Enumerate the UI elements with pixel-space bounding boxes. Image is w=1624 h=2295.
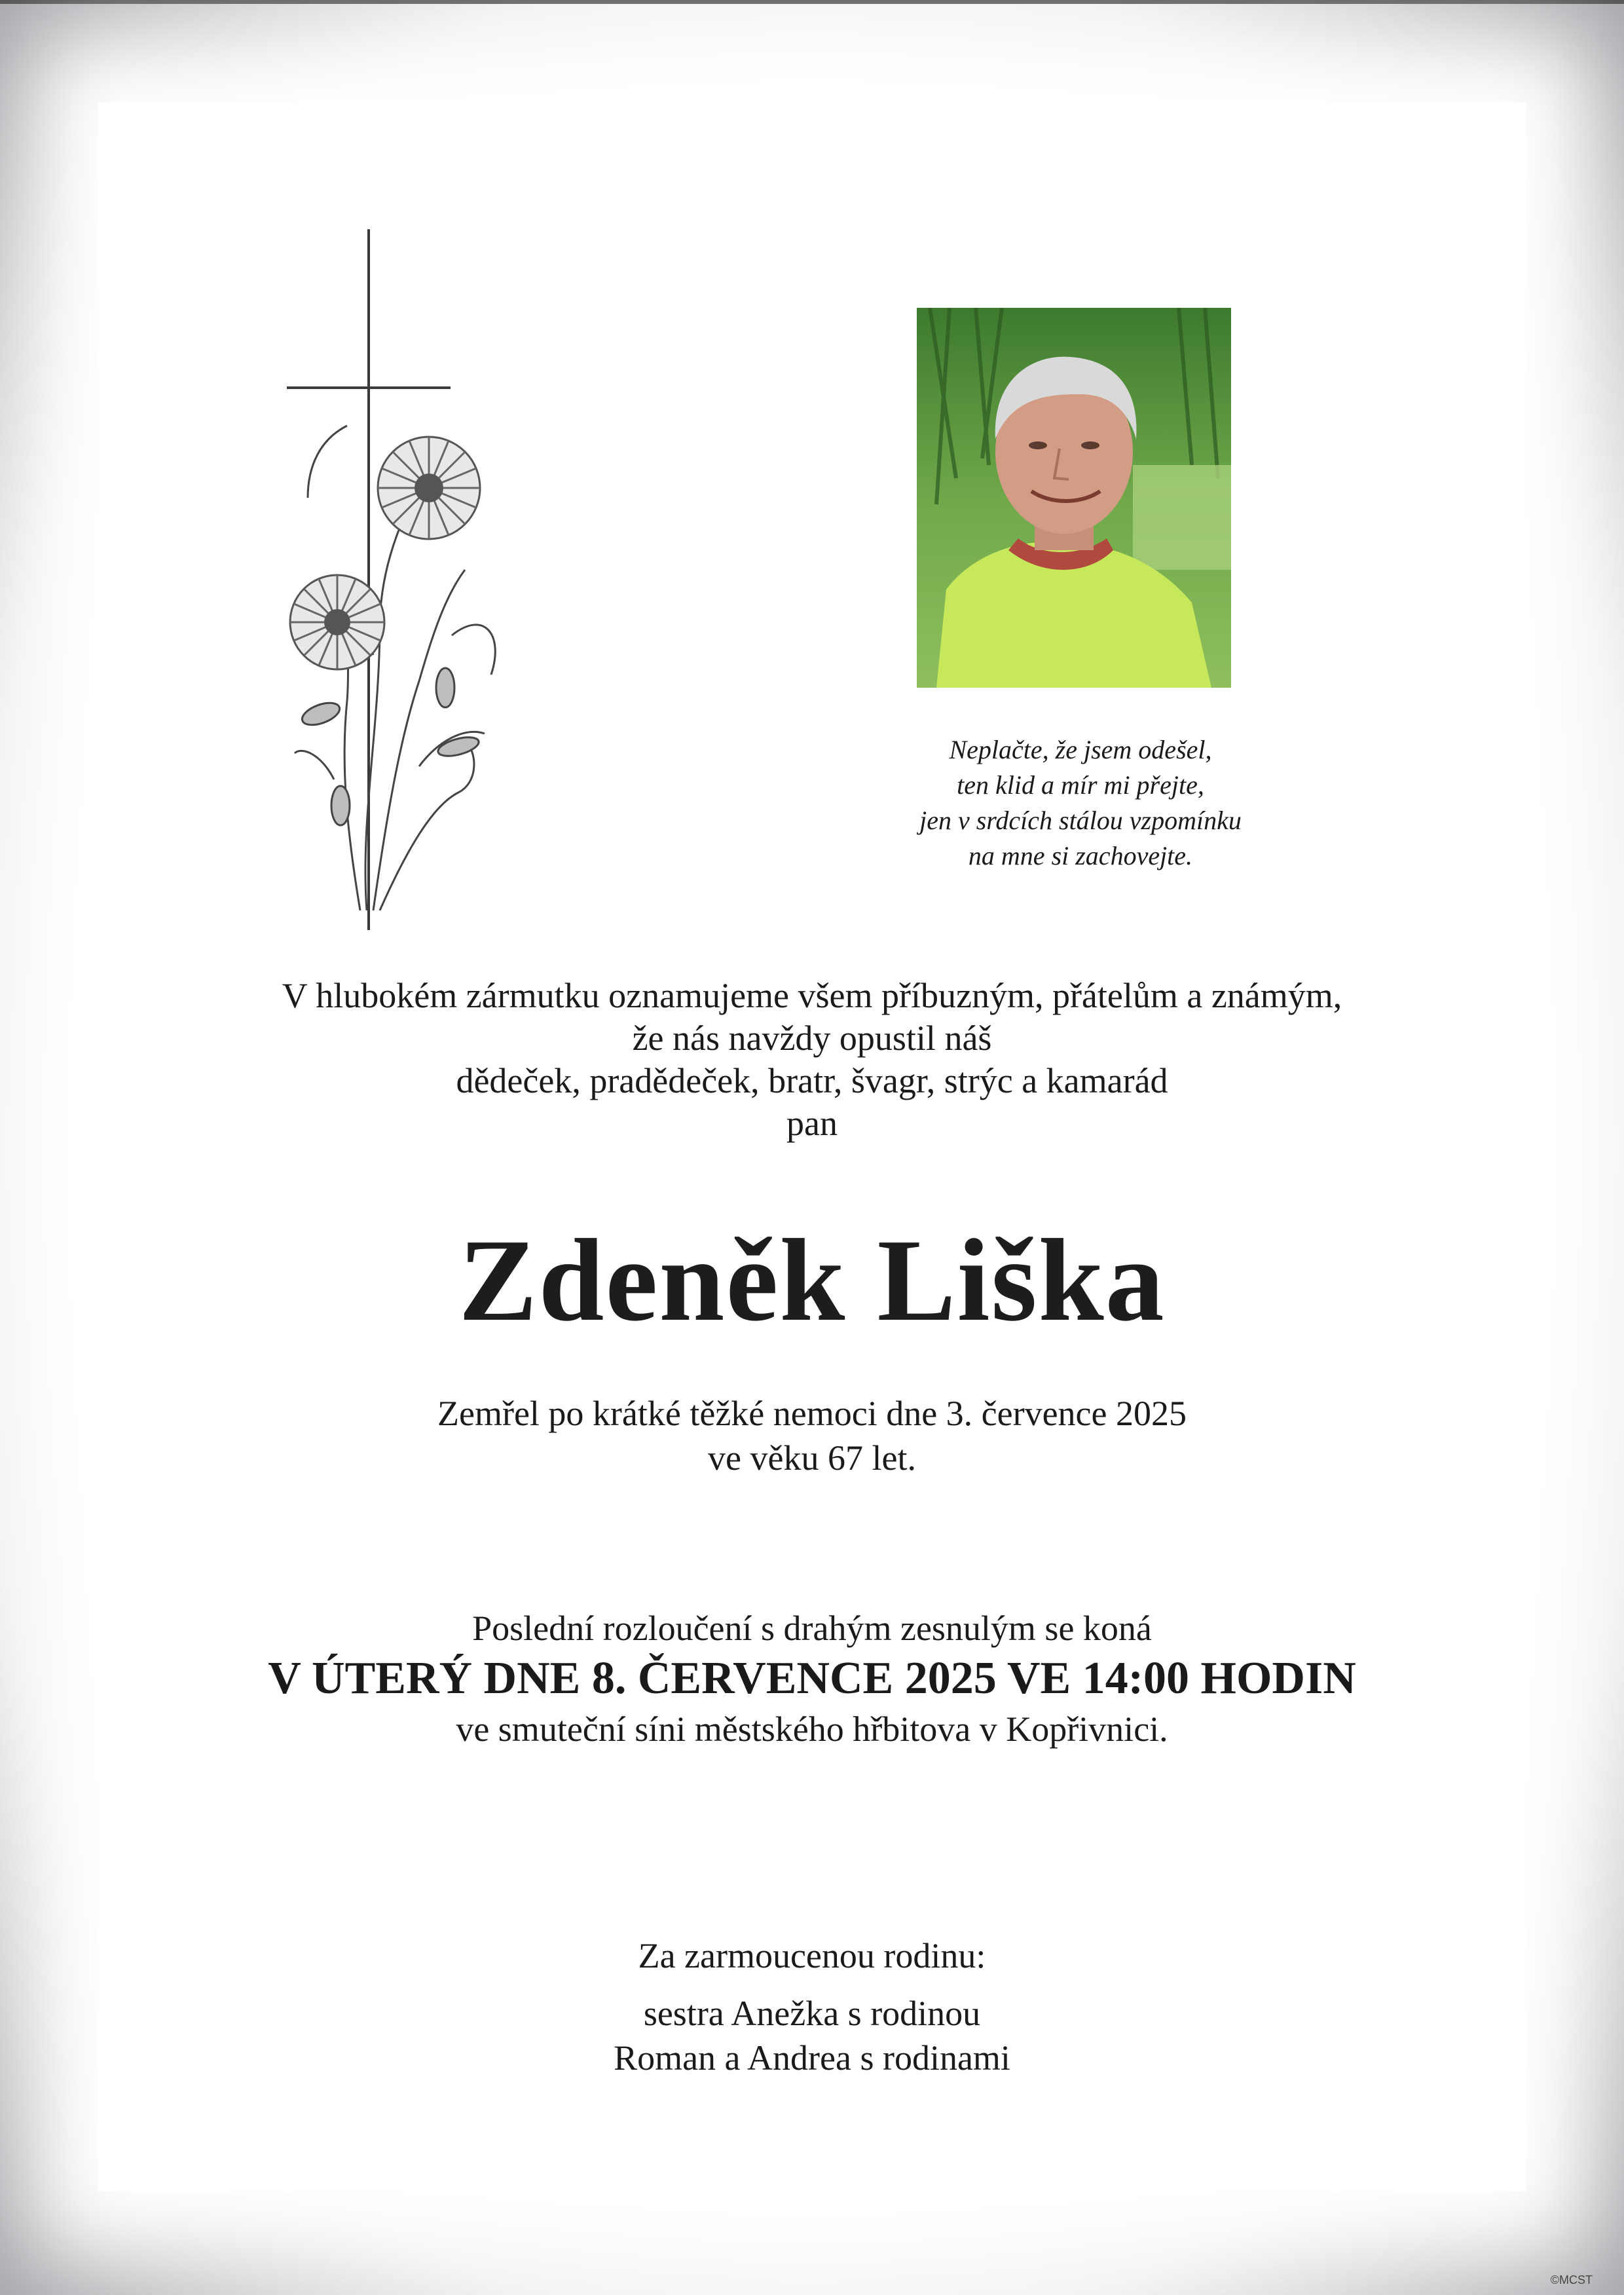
signoff-name: sestra Anežka s rodinou (643, 1994, 981, 2033)
death-info-line: ve věku 67 let. (708, 1438, 916, 1478)
announcement-intro (131, 975, 1493, 1145)
cross-with-flowers-icon (268, 229, 557, 937)
intro-line: dědeček, pradědeček, bratr, švagr, strýc a kamarád (456, 1061, 1168, 1100)
funeral-intro-line: Poslední rozloučení s drahým zesnulým se koná (472, 1609, 1152, 1648)
deceased-name: Zdeněk Liška (458, 1215, 1166, 1345)
intro-line: že nás navždy opustil náš (632, 1018, 992, 1058)
family-signoff (131, 1933, 1493, 2080)
death-info (131, 1391, 1493, 1480)
funeral-date-time: V ÚTERÝ DNE 8. ČERVENCE 2025 VE 14:00 HODIN (268, 1653, 1356, 1704)
signoff-heading: Za zarmoucenou rodinu: (638, 1936, 986, 1975)
signoff-spacer (131, 1978, 1493, 1991)
intro-line: V hlubokém zármutku oznamujeme všem příbuzným, přátelům a známým, (282, 976, 1342, 1015)
poem-line: na mne si zachovejte. (968, 841, 1193, 870)
funeral-info (131, 1606, 1493, 1751)
poem-line: jen v srdcích stálou vzpomínku (919, 806, 1242, 835)
death-info-line: Zemřel po krátké těžké nemoci dne 3. července 2025 (437, 1394, 1187, 1433)
signoff-name: Roman a Andrea s rodinami (614, 2038, 1010, 2078)
intro-line: pan (786, 1104, 838, 1143)
poem-line: Neplačte, že jsem odešel, (949, 735, 1212, 764)
funeral-location: ve smuteční síni městského hřbitova v Kopřivnici. (456, 1709, 1168, 1749)
portrait-photo (917, 308, 1231, 688)
poem (819, 732, 1342, 874)
copyright-mark: ©MCST (1550, 2273, 1593, 2286)
poem-line: ten klid a mír mi přejte, (957, 770, 1204, 800)
